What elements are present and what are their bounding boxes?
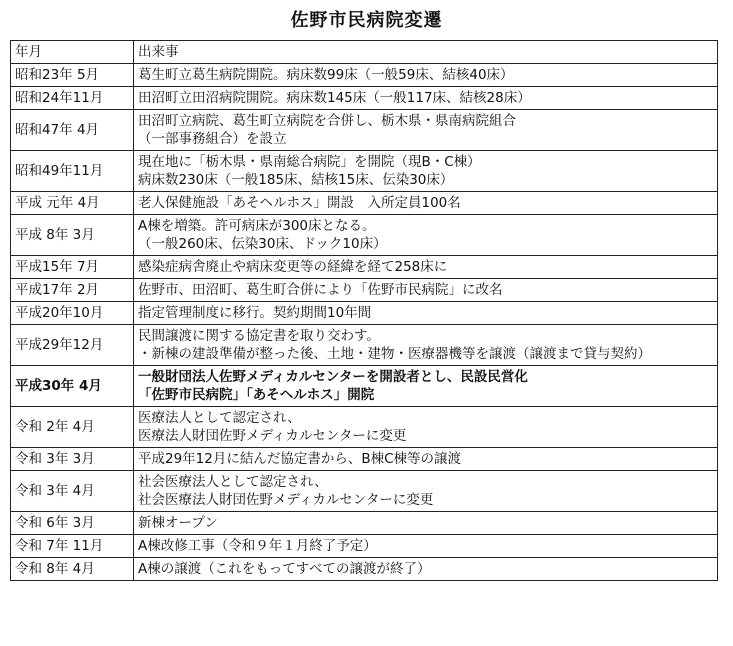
- header-date: 年月: [11, 41, 134, 64]
- table-row: [11, 110, 718, 151]
- table-row: [11, 471, 718, 512]
- event-line: 感染症病舎廃止や病床変更等の経緯を経て258床に: [138, 259, 448, 275]
- row-date: 昭和47年 4月: [11, 110, 134, 151]
- event-line: 現在地に「栃木県・県南総合病院」を開院（現B・C棟）: [138, 154, 481, 170]
- table-row: [11, 87, 718, 110]
- event-line: （一般260床、伝染30床、ドック10床）: [138, 236, 387, 252]
- table-row: [11, 64, 718, 87]
- row-date: 平成 元年 4月: [11, 192, 134, 215]
- header-event: 出来事: [134, 41, 718, 64]
- table-row: [11, 407, 718, 448]
- table-row: [11, 535, 718, 558]
- table-row: [11, 325, 718, 366]
- row-date: 平成30年 4月: [11, 366, 134, 407]
- page-title: 佐野市民病院変遷: [290, 10, 443, 31]
- event-line: 医療法人として認定され、: [138, 410, 301, 426]
- event-line: 新棟オープン: [138, 515, 218, 531]
- row-date: 平成15年 7月: [11, 256, 134, 279]
- event-line: 田沼町立病院、葛生町立病院を合併し、栃木県・県南病院組合: [138, 113, 516, 129]
- table-row: [11, 512, 718, 535]
- row-event: [134, 87, 718, 110]
- event-line: 社会医療法人として認定され、: [138, 474, 328, 490]
- row-date: 昭和24年11月: [11, 87, 134, 110]
- row-date: 平成29年12月: [11, 325, 134, 366]
- table-row: [11, 302, 718, 325]
- table-header-row: [11, 41, 718, 64]
- event-line: A棟の譲渡（これをもってすべての譲渡が終了）: [138, 561, 431, 577]
- row-date: 令和 3年 3月: [11, 448, 134, 471]
- event-line: 病床数230床（一般185床、結核15床、伝染30床）: [138, 172, 454, 188]
- event-line: 葛生町立葛生病院開院。病床数99床（一般59床、結核40床）: [138, 67, 514, 83]
- row-date: 令和 7年 11月: [11, 535, 134, 558]
- event-line: ・新棟の建設準備が整った後、土地・建物・医療器機等を譲渡（譲渡まで貸与契約）: [138, 346, 651, 362]
- event-line: 社会医療法人財団佐野メディカルセンターに変更: [138, 492, 434, 508]
- row-event: [134, 512, 718, 535]
- table-row: [11, 192, 718, 215]
- row-event: [134, 407, 718, 448]
- event-line: 民間譲渡に関する協定書を取り交わす。: [138, 328, 380, 344]
- row-event: [134, 151, 718, 192]
- row-date: 令和 6年 3月: [11, 512, 134, 535]
- row-event: [134, 110, 718, 151]
- row-date: 平成20年10月: [11, 302, 134, 325]
- row-event: [134, 302, 718, 325]
- event-line: 老人保健施設「あそヘルホス」開設 入所定員100名: [138, 195, 461, 211]
- row-event: [134, 471, 718, 512]
- row-date: 令和 8年 4月: [11, 558, 134, 581]
- table-row: [11, 558, 718, 581]
- table-row: [11, 279, 718, 302]
- event-line: 田沼町立田沼病院開院。病床数145床（一般117床、結核28床）: [138, 90, 531, 106]
- row-event: [134, 215, 718, 256]
- row-event: [134, 64, 718, 87]
- event-line: 平成29年12月に結んだ協定書から、B棟C棟等の譲渡: [138, 451, 462, 467]
- table-row: [11, 151, 718, 192]
- row-date: 昭和23年 5月: [11, 64, 134, 87]
- row-date: 平成17年 2月: [11, 279, 134, 302]
- row-event: [134, 192, 718, 215]
- row-date: 平成 8年 3月: [11, 215, 134, 256]
- row-event: [134, 256, 718, 279]
- row-date: 令和 2年 4月: [11, 407, 134, 448]
- row-date: 令和 3年 4月: [11, 471, 134, 512]
- row-event: [134, 325, 718, 366]
- row-event: [134, 279, 718, 302]
- row-date: 昭和49年11月: [11, 151, 134, 192]
- event-line: 医療法人財団佐野メディカルセンターに変更: [138, 428, 407, 444]
- row-event: [134, 535, 718, 558]
- event-line: 「佐野市民病院」「あそヘルホス」開院: [138, 387, 375, 403]
- table-row: [11, 366, 718, 407]
- event-line: （一部事務組合）を設立: [138, 131, 287, 147]
- table-row: [11, 256, 718, 279]
- table-row: [11, 448, 718, 471]
- history-table: [10, 40, 718, 581]
- row-event: [134, 448, 718, 471]
- row-event: [134, 366, 718, 407]
- event-line: 一般財団法人佐野メディカルセンターを開設者とし、民設民営化: [138, 369, 528, 385]
- table-row: [11, 215, 718, 256]
- event-line: 指定管理制度に移行。契約期間10年間: [138, 305, 372, 321]
- event-line: A棟を増築。許可病床が300床となる。: [138, 218, 376, 234]
- row-event: [134, 558, 718, 581]
- event-line: A棟改修工事（令和９年１月終了予定）: [138, 538, 377, 554]
- event-line: 佐野市、田沼町、葛生町合併により「佐野市民病院」に改名: [138, 282, 503, 298]
